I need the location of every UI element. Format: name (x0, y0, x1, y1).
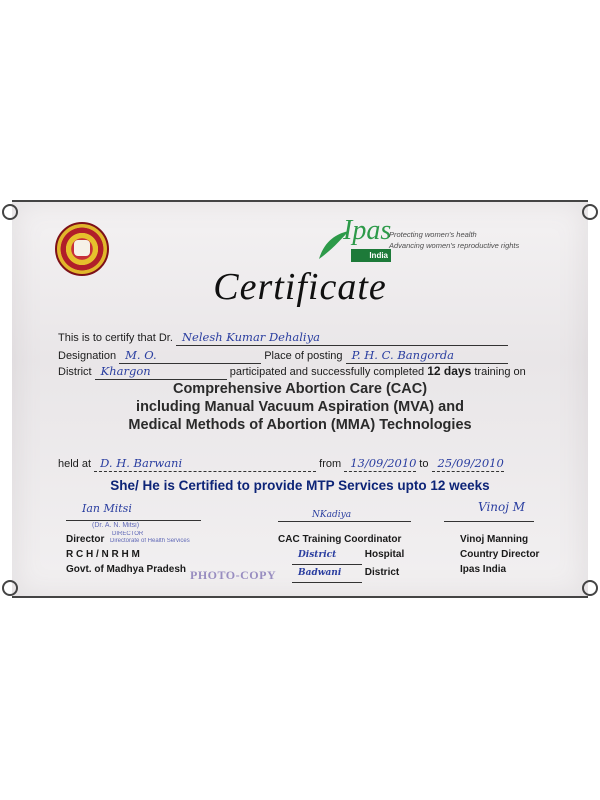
program-line-2: including Manual Vacuum Aspiration (MVA) and (136, 399, 464, 415)
seal-emblem-icon (74, 240, 90, 256)
program-block (0, 380, 600, 434)
photocopy-watermark: PHOTO-COPY (190, 568, 277, 582)
certify-intro: This is to certify that Dr. (58, 332, 173, 344)
corner-curl-bottom-left (2, 580, 18, 596)
certify-row (58, 330, 508, 346)
corner-curl-top-left (2, 204, 18, 220)
program-line-3: Medical Methods of Abortion (MMA) Technologies (128, 417, 472, 433)
training-on: training on (474, 366, 526, 378)
designation-value: M. O. (119, 348, 261, 364)
left-line-3: Govt. of Madhya Pradesh (66, 564, 187, 575)
ipas-logo (315, 215, 545, 267)
ipas-tagline-1: Protecting women's health (389, 230, 477, 239)
held-venue: D. H. Barwani (94, 456, 316, 472)
to-label: to (419, 458, 429, 470)
right-title: Country Director (460, 549, 540, 560)
ipas-country: India (351, 249, 391, 262)
bottom-border (12, 596, 588, 598)
to-date: 25/09/2010 (432, 456, 504, 472)
left-title: Director (66, 534, 105, 545)
left-line-2: R C H / N R H M (66, 549, 140, 560)
program-line-1: Comprehensive Abortion Care (CAC) (172, 381, 428, 397)
designation-label: Designation (58, 350, 117, 362)
top-border (12, 200, 588, 202)
posting-label: Place of posting (264, 350, 343, 362)
center-hospital-label: Hospital (364, 549, 405, 560)
right-signatory (460, 532, 539, 577)
ipas-tagline (389, 229, 519, 251)
district-row (58, 364, 526, 380)
held-row (58, 456, 504, 472)
right-signature-line (444, 521, 534, 522)
center-hospital-value: District (292, 548, 362, 565)
district-value: Khargon (95, 364, 227, 380)
center-signatory (278, 532, 404, 583)
from-date: 13/09/2010 (344, 456, 416, 472)
posting-value: P. H. C. Bangorda (346, 348, 508, 364)
ipas-tagline-2: Advancing women's reproductive rights (389, 241, 520, 250)
right-name: Vinoj Manning (460, 534, 529, 545)
center-signature-line (278, 521, 411, 522)
district-label: District (58, 366, 92, 378)
ipas-brand: Ipas (343, 215, 392, 246)
designation-row (58, 348, 508, 364)
left-signature-line (66, 520, 201, 521)
left-stamp-line-1: DIRECTOR (112, 531, 144, 537)
center-district-value: Badwani (292, 566, 362, 583)
training-days: 12 days (427, 364, 472, 378)
corner-curl-bottom-right (582, 580, 598, 596)
corner-curl-top-right (582, 204, 598, 220)
from-label: from (319, 458, 342, 470)
completed-text: participated and successfully completed (229, 366, 425, 378)
right-org: Ipas India (460, 564, 507, 575)
held-at-label: held at (58, 458, 92, 470)
center-title: CAC Training Coordinator (278, 534, 402, 545)
certificate-title: Certificate (213, 266, 387, 308)
left-stamp-name: (Dr. A. N. Mitsi) (92, 522, 140, 529)
left-stamp-line-2: Directorate of Health Services (110, 538, 190, 544)
right-signature: Vinoj M (478, 500, 526, 514)
left-signature: Ian Mitsi (82, 502, 132, 515)
center-signature: NKadiya (312, 510, 352, 520)
center-district-label: District (364, 567, 400, 578)
left-signatory (66, 532, 186, 577)
certified-statement: She/ He is Certified to provide MTP Services upto 12 weeks (110, 478, 490, 493)
recipient-name: Nelesh Kumar Dehaliya (176, 330, 508, 346)
